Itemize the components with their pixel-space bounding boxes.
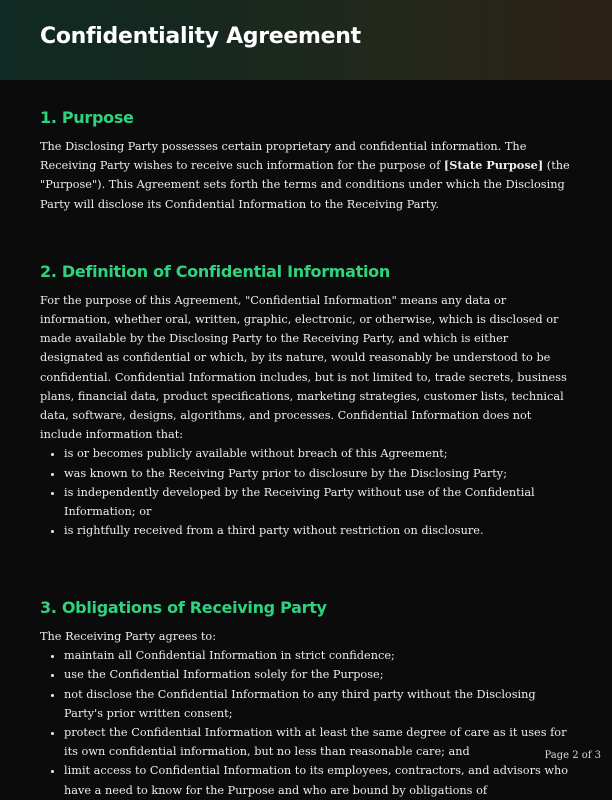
exclusions-list — [40, 444, 572, 540]
document-body — [40, 108, 572, 797]
page-number: Page 2 of 3 — [544, 750, 601, 761]
section-heading: 1. Purpose — [40, 108, 134, 127]
list-item: • is rightfully received from a third party without restriction on disclosure. — [64, 521, 572, 540]
section-definition — [40, 262, 572, 541]
document-title: Confidentiality Agreement — [40, 24, 361, 49]
section-paragraph — [40, 137, 572, 214]
list-item: • limit access to Confidential Information to its employees, contractors, and advisors who have a need to know for the Purpose and who are bound by obligations of — [64, 761, 572, 799]
list-item: • is independently developed by the Receiving Party without use of the Confidential Information; or — [64, 483, 572, 521]
section-paragraph: For the purpose of this Agreement, "Confidential Information" means any data or information, whether oral, written, graphic, electronic, or otherwise, which is disclosed or made available by the Disclosing Party to the Receiving Party, and which is either designated as confidential or which, by its nature, would reasonably be understood to be confidential. Confidential Information includes, but is not limited to, trade secrets, business plans, financial data, product specifications, marketing strategies, customer lists, technical data, software, designs, algorithms, and processes. Confidential Information does not include information that: — [40, 293, 567, 442]
paragraph-text: The Disclosing Party possesses certain proprietary and confidential information. The Receiving Party wishes to receive such information for the purpose of — [40, 140, 527, 173]
list-item: • is or becomes publicly available without breach of this Agreement; — [64, 444, 572, 463]
section-obligations — [40, 598, 572, 800]
document-header — [0, 0, 612, 80]
list-item: • maintain all Confidential Information in strict confidence; — [64, 646, 572, 665]
section-heading: 3. Obligations of Receiving Party — [40, 598, 327, 617]
list-item: • protect the Confidential Information with at least the same degree of care as it uses for its own confidential information, but no less than reasonable care; and — [64, 723, 572, 761]
list-item: • was known to the Receiving Party prior to disclosure by the Disclosing Party; — [64, 464, 572, 483]
paragraph-text: (the "Purpose"). This Agreement sets forth the terms and conditions under which the Disclosing Party will disclose its Confidential Information to the Receiving Party. — [40, 159, 570, 211]
section-purpose — [40, 108, 572, 214]
obligations-list — [40, 646, 572, 800]
section-paragraph: The Receiving Party agrees to: — [40, 630, 217, 643]
section-heading: 2. Definition of Confidential Information — [40, 261, 390, 281]
list-item: • use the Confidential Information solely for the Purpose; — [64, 665, 572, 684]
list-item: • not disclose the Confidential Information to any third party without the Disclosing Party's prior written consent; — [64, 685, 572, 723]
purpose-placeholder: [State Purpose] — [443, 158, 544, 173]
